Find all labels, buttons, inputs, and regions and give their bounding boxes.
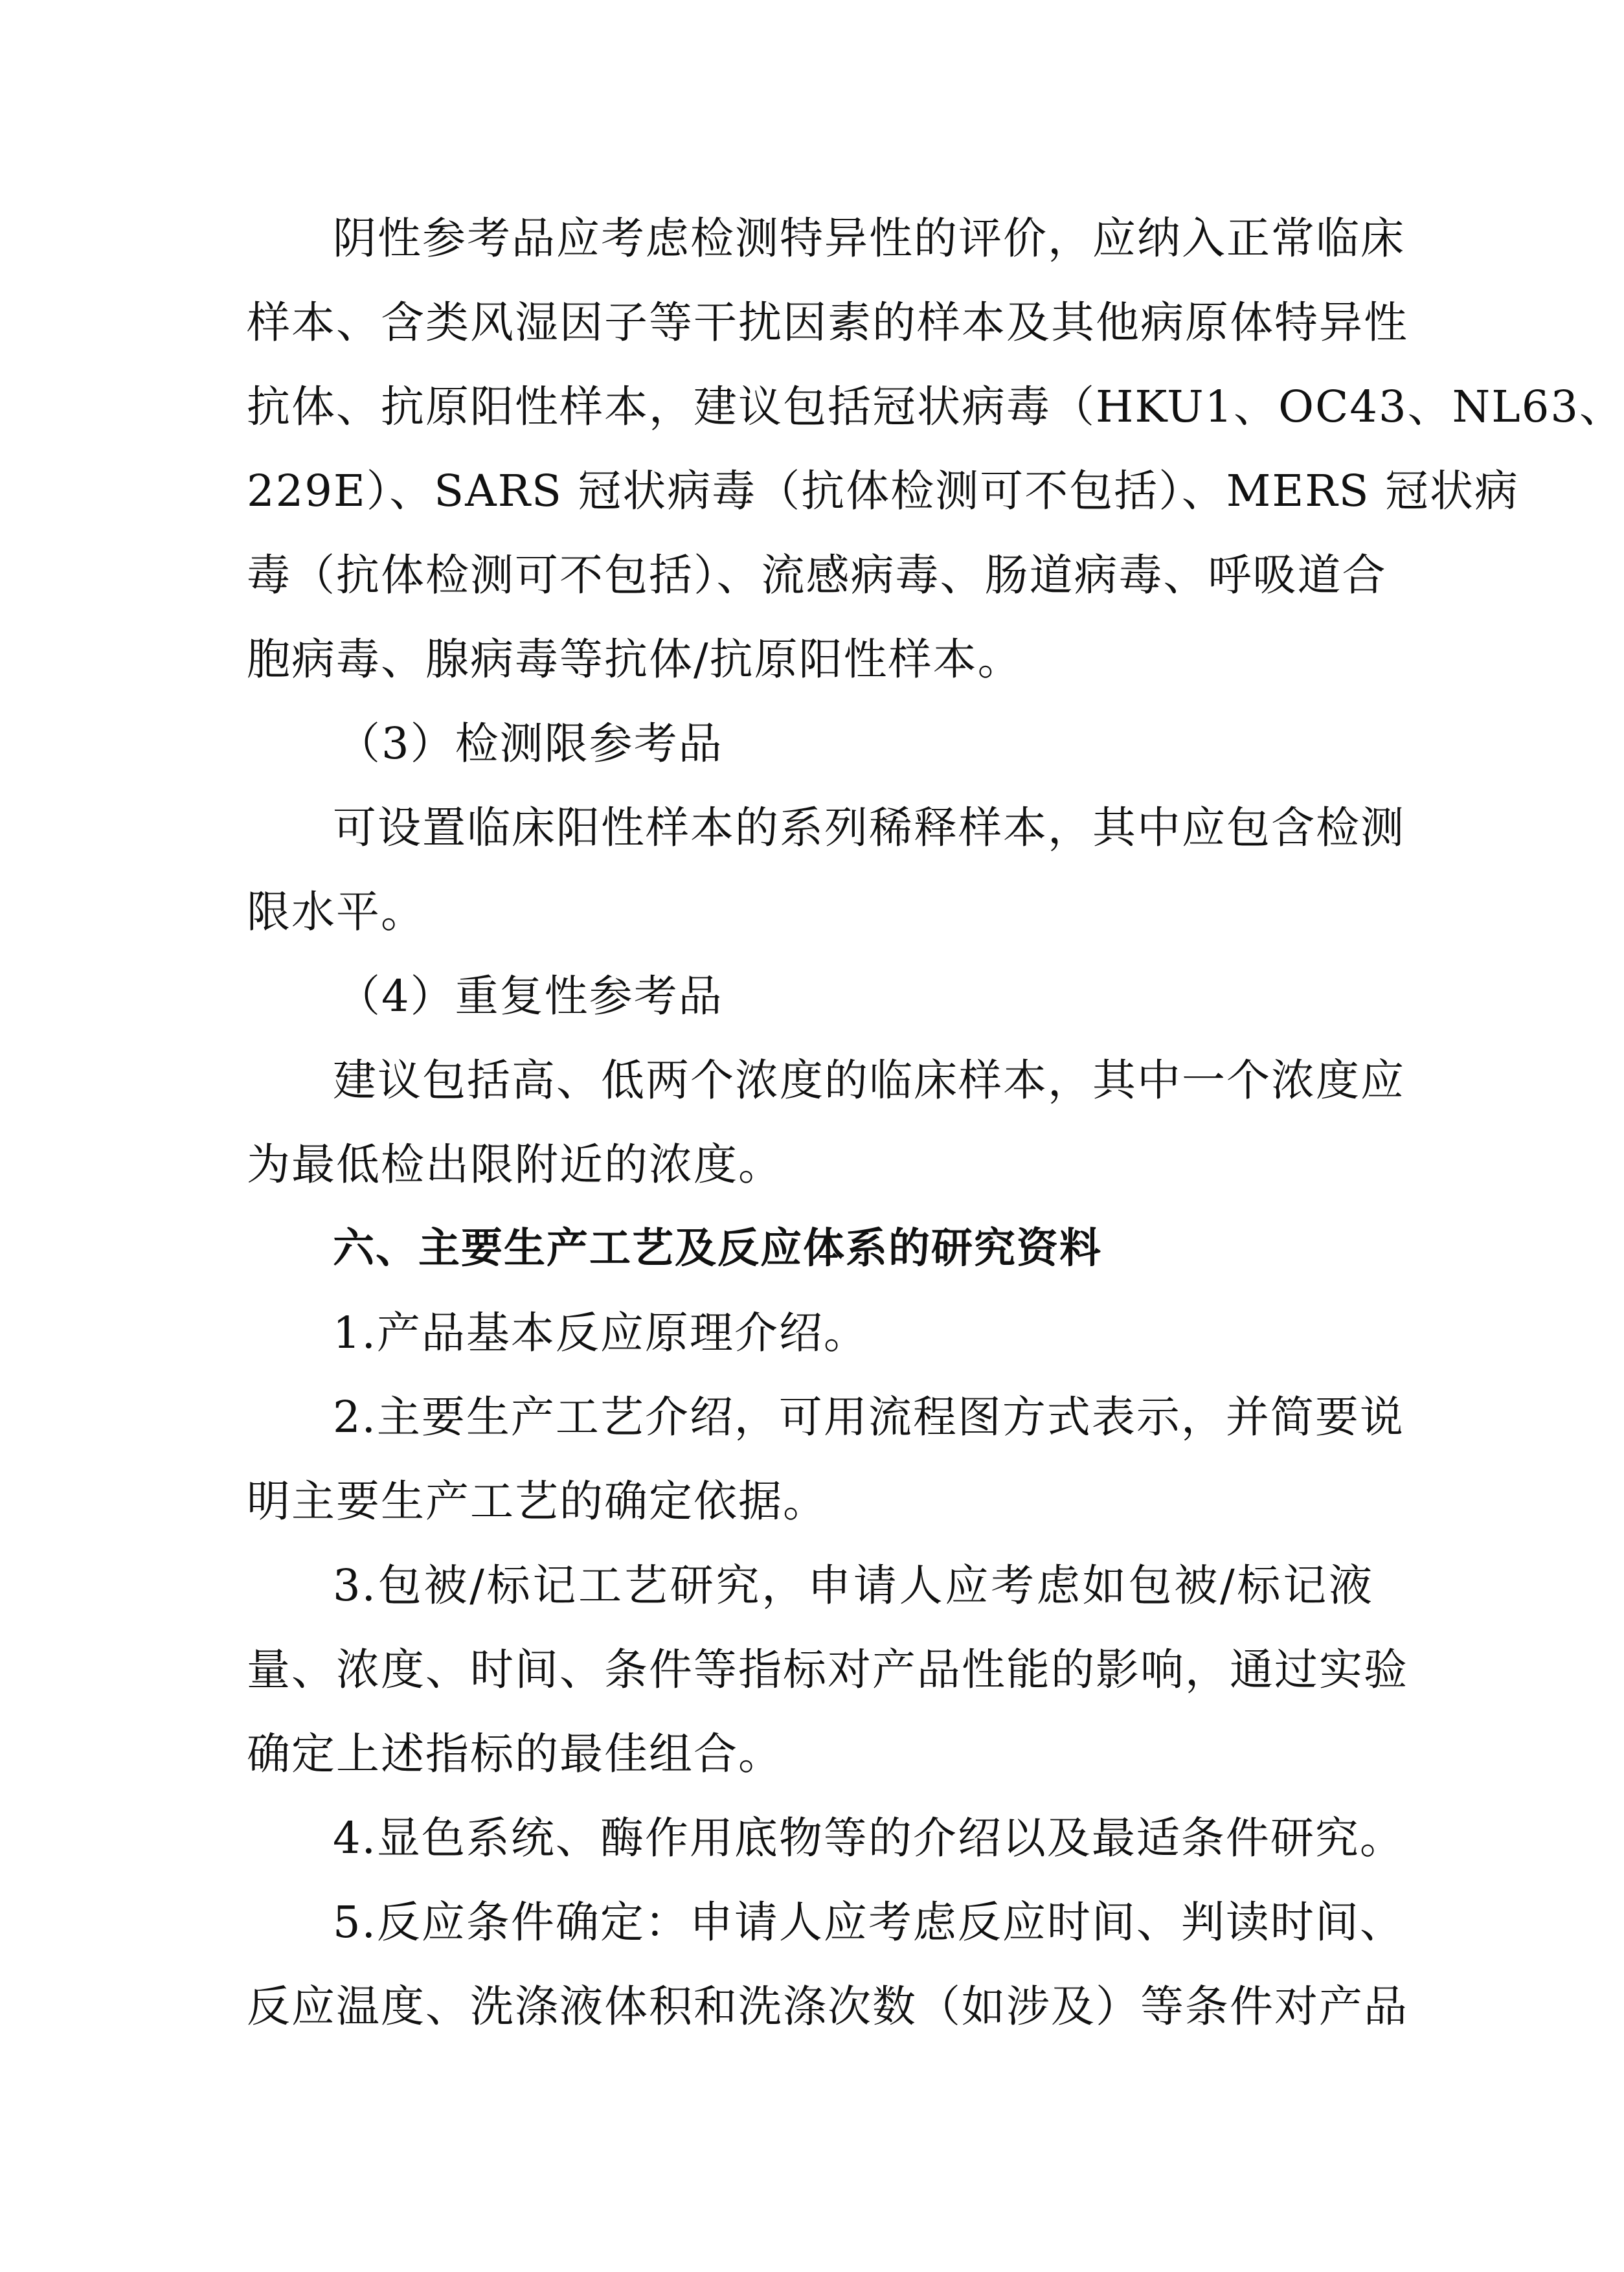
paragraph-negative-reference-line-3: 抗体、抗原阳性样本，建议包括冠状病毒（HKU1、OC43、NL63、 [247, 381, 1624, 432]
item-3-coating-labeling-line-2: 量、浓度、时间、条件等指标对产品性能的影响，通过实验 [247, 1644, 1408, 1695]
item-5-reaction-conditions-line-1: 5.反应条件确定：申请人应考虑反应时间、判读时间、 [333, 1897, 1404, 1948]
item-3-coating-labeling-line-3: 确定上述指标的最佳组合。 [247, 1729, 783, 1779]
item-2-production-process-line-1: 2.主要生产工艺介绍，可用流程图方式表示，并简要说 [333, 1392, 1404, 1442]
paragraph-negative-reference-line-5: 毒（抗体检测可不包括）、流感病毒、肠道病毒、呼吸道合 [247, 550, 1387, 600]
subheading-repeatability-reference: （4）重复性参考品 [337, 971, 723, 1021]
item-1-reaction-principle: 1.产品基本反应原理介绍。 [333, 1308, 868, 1358]
paragraph-detection-limit-line-1: 可设置临床阳性样本的系列稀释样本，其中应包含检测 [333, 802, 1405, 853]
item-3-coating-labeling-line-1: 3.包被/标记工艺研究，申请人应考虑如包被/标记液 [333, 1560, 1373, 1611]
paragraph-repeatability-line-2: 为最低检出限附近的浓度。 [247, 1139, 783, 1190]
paragraph-detection-limit-line-2: 限水平。 [247, 887, 425, 937]
section-heading-production-process: 六、主要生产工艺及反应体系的研究资料 [333, 1225, 1102, 1273]
subheading-detection-limit-reference: （3）检测限参考品 [337, 718, 723, 769]
paragraph-negative-reference-line-2: 样本、含类风湿因子等干扰因素的样本及其他病原体特异性 [247, 297, 1408, 348]
item-4-chromogenic-system: 4.显色系统、酶作用底物等的介绍以及最适条件研究。 [333, 1813, 1404, 1863]
paragraph-repeatability-line-1: 建议包括高、低两个浓度的临床样本，其中一个浓度应 [333, 1055, 1405, 1106]
item-5-reaction-conditions-line-2: 反应温度、洗涤液体积和洗涤次数（如涉及）等条件对产品 [247, 1981, 1408, 2032]
paragraph-negative-reference-line-1: 阴性参考品应考虑检测特异性的评价，应纳入正常临床 [333, 213, 1405, 264]
item-2-production-process-line-2: 明主要生产工艺的确定依据。 [247, 1476, 828, 1527]
paragraph-negative-reference-line-6: 胞病毒、腺病毒等抗体/抗原阳性样本。 [247, 634, 1022, 685]
paragraph-negative-reference-line-4: 229E）、SARS 冠状病毒（抗体检测可不包括）、MERS 冠状病 [247, 466, 1519, 516]
